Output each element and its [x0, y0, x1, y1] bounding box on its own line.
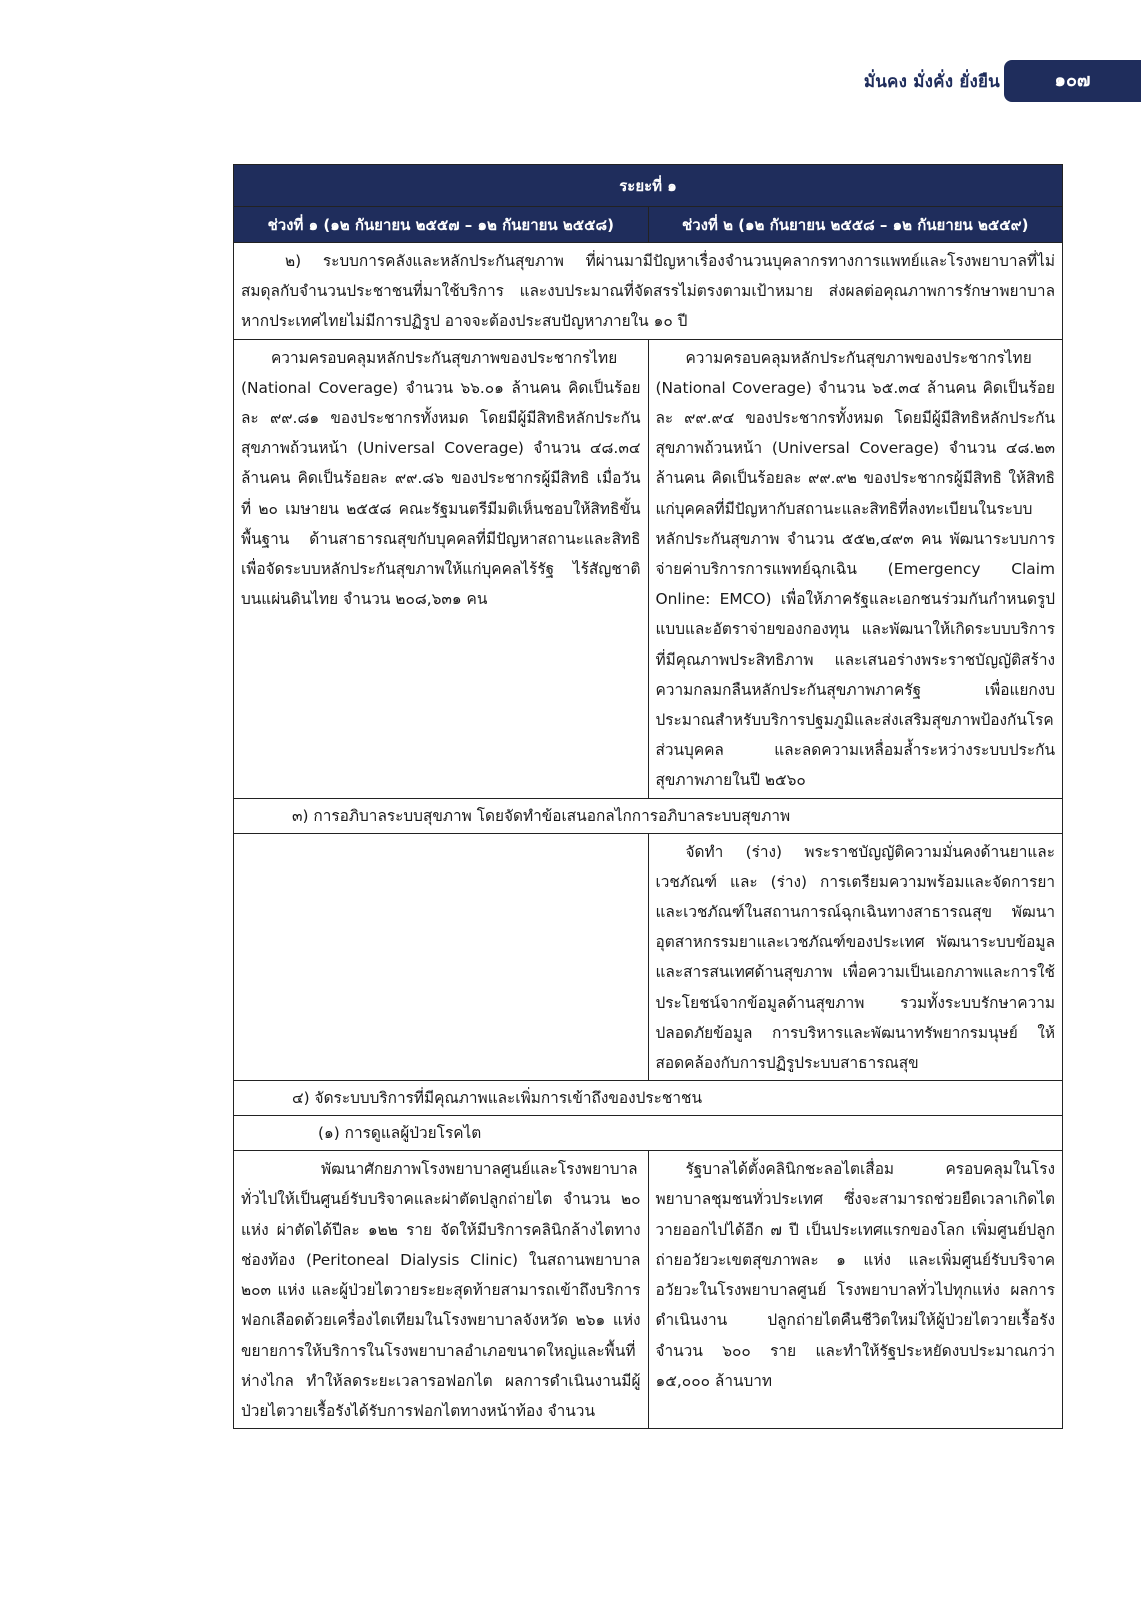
- section-2-heading: ๒) ระบบการคลังและหลักประกันสุขภาพ ที่ผ่านมามีปัญหาเรื่องจำนวนบุคลากรทางการแพทย์และโรงพยาบาลที่ไม่สมดุลกับจำนวนประชาชนที่มาใช้บริการ และงบประมาณที่จัดสรรไม่ตรงตามเป้าหมาย ส่งผลต่อคุณภาพการรักษาพยาบาล หากประเทศไทยไม่มีการปฏิรูป อาจจะต้องประสบปัญหาภายใน ๑๐ ปี: [234, 243, 1063, 340]
- section-4-1-col1: พัฒนาศักยภาพโรงพยาบาลศูนย์และโรงพยาบาลทั่วไปให้เป็นศูนย์รับบริจาคและผ่าตัดปลูกถ่ายไต จำนวน ๒๐ แห่ง ผ่าตัดได้ปีละ ๑๒๒ ราย จัดให้มีบริการคลินิกล้างไตทางช่องท้อง (Peritoneal Dialysis Clinic) ในสถานพยาบาล ๒๐๓ แห่ง และผู้ป่วยไตวายระยะสุดท้ายสามารถเข้าถึงบริการฟอกเลือดด้วยเครื่องไตเทียมในโรงพยาบาลจังหวัด ๒๖๑ แห่ง ขยายการให้บริการในโรงพยาบาลอำเภอขนาดใหญ่และพื้นที่ห่างไกล ทำให้ลดระยะเวลารอฟอกไต ผลการดำเนินงานมีผู้ป่วยไตวายเรื้อรังได้รับการฟอกไตทางหน้าท้อง จำนวน: [234, 1151, 649, 1429]
- period-1-header: ช่วงที่ ๑ (๑๒ กันยายน ๒๕๕๗ – ๑๒ กันยายน ๒๕๕๘): [234, 207, 649, 243]
- section-2-col2: ความครอบคลุมหลักประกันสุขภาพของประชากรไทย (National Coverage) จำนวน ๖๕.๓๔ ล้านคน คิดเป็นร้อยละ ๙๙.๙๔ ของประชากรทั้งหมด โดยมีผู้มีสิทธิหลักประกันสุขภาพถ้วนหน้า (Universal Coverage) จำนวน ๔๘.๒๓ ล้านคน คิดเป็นร้อยละ ๙๙.๙๒ ของประชากรผู้มีสิทธิ ให้สิทธิแก่บุคคลที่มีปัญหากับสถานะและสิทธิที่ลงทะเบียนในระบบหลักประกันสุขภาพ จำนวน ๕๕๒,๔๙๓ คน พัฒนาระบบการจ่ายค่าบริการการแพทย์ฉุกเฉิน (Emergency Claim Online: EMCO) เพื่อให้ภาครัฐและเอกชนร่วมกันกำหนดรูปแบบและอัตราจ่ายของกองทุน และพัฒนาให้เกิดระบบบริการที่มีคุณภาพประสิทธิภาพ และเสนอร่างพระราชบัญญัติสร้างความกลมกลืนหลักประกันสุขภาพภาครัฐ เพื่อแยกงบประมาณสำหรับบริการปฐมภูมิและส่งเสริมสุขภาพป้องกันโรคส่วนบุคคล และลดความเหลื่อมล้ำระหว่างระบบประกันสุขภาพภายในปี ๒๕๖๐: [648, 339, 1063, 798]
- page-number-tab: ๑๐๗: [1004, 60, 1141, 102]
- section-3-heading: ๓) การอภิบาลระบบสุขภาพ โดยจัดทำข้อเสนอกลไกการอภิบาลระบบสุขภาพ: [234, 798, 1063, 833]
- section-4-heading: ๔) จัดระบบบริการที่มีคุณภาพและเพิ่มการเข้าถึงของประชาชน: [234, 1081, 1063, 1116]
- section-3-col1: [234, 833, 649, 1081]
- table-title: ระยะที่ ๑: [234, 165, 1063, 207]
- section-3-col2: จัดทำ (ร่าง) พระราชบัญญัติความมั่นคงด้านยาและเวชภัณฑ์ และ (ร่าง) การเตรียมความพร้อมและจัดการยาและเวชภัณฑ์ในสถานการณ์ฉุกเฉินทางสาธารณสุข พัฒนาอุตสาหกรรมยาและเวชภัณฑ์ของประเทศ พัฒนาระบบข้อมูลและสารสนเทศด้านสุขภาพ เพื่อความเป็นเอกภาพและการใช้ประโยชน์จากข้อมูลด้านสุขภาพ รวมทั้งระบบรักษาความปลอดภัยข้อมูล การบริหารและพัฒนาทรัพยากรมนุษย์ ให้สอดคล้องกับการปฏิรูประบบสาธารณสุข: [648, 833, 1063, 1081]
- section-2-col1: ความครอบคลุมหลักประกันสุขภาพของประชากรไทย (National Coverage) จำนวน ๖๖.๐๑ ล้านคน คิดเป็นร้อยละ ๙๙.๘๑ ของประชากรทั้งหมด โดยมีผู้มีสิทธิหลักประกันสุขภาพถ้วนหน้า (Universal Coverage) จำนวน ๔๘.๓๔ ล้านคน คิดเป็นร้อยละ ๙๙.๘๖ ของประชากรผู้มีสิทธิ เมื่อวันที่ ๒๐ เมษายน ๒๕๕๘ คณะรัฐมนตรีมีมติเห็นชอบให้สิทธิขั้นพื้นฐาน ด้านสาธารณสุขกับบุคคลที่มีปัญหาสถานะและสิทธิเพื่อจัดระบบหลักประกันสุขภาพให้แก่บุคคลไร้รัฐ ไร้สัญชาติบนแผ่นดินไทย จำนวน ๒๐๘,๖๓๑ คน: [234, 339, 649, 798]
- period-2-header: ช่วงที่ ๒ (๑๒ กันยายน ๒๕๕๘ – ๑๒ กันยายน ๒๕๕๙): [648, 207, 1063, 243]
- reform-table: [233, 164, 1063, 1429]
- section-4-1-heading: (๑) การดูแลผู้ป่วยโรคไต: [234, 1116, 1063, 1151]
- section-4-1-col2: รัฐบาลได้ตั้งคลินิกชะลอไตเสื่อม ครอบคลุมในโรงพยาบาลชุมชนทั่วประเทศ ซึ่งจะสามารถช่วยยืดเวลาเกิดไตวายออกไปได้อีก ๗ ปี เป็นประเทศแรกของโลก เพิ่มศูนย์ปลูกถ่ายอวัยวะเขตสุขภาพละ ๑ แห่ง และเพิ่มศูนย์รับบริจาคอวัยวะในโรงพยาบาลศูนย์ โรงพยาบาลทั่วไปทุกแห่ง ผลการดำเนินงาน ปลูกถ่ายไตคืนชีวิตใหม่ให้ผู้ป่วยไตวายเรื้อรัง จำนวน ๖๐๐ ราย และทำให้รัฐประหยัดงบประมาณกว่า ๑๕,๐๐๐ ล้านบาท: [648, 1151, 1063, 1429]
- header-slogan: มั่นคง มั่งคั่ง ยั่งยืน: [863, 72, 1000, 92]
